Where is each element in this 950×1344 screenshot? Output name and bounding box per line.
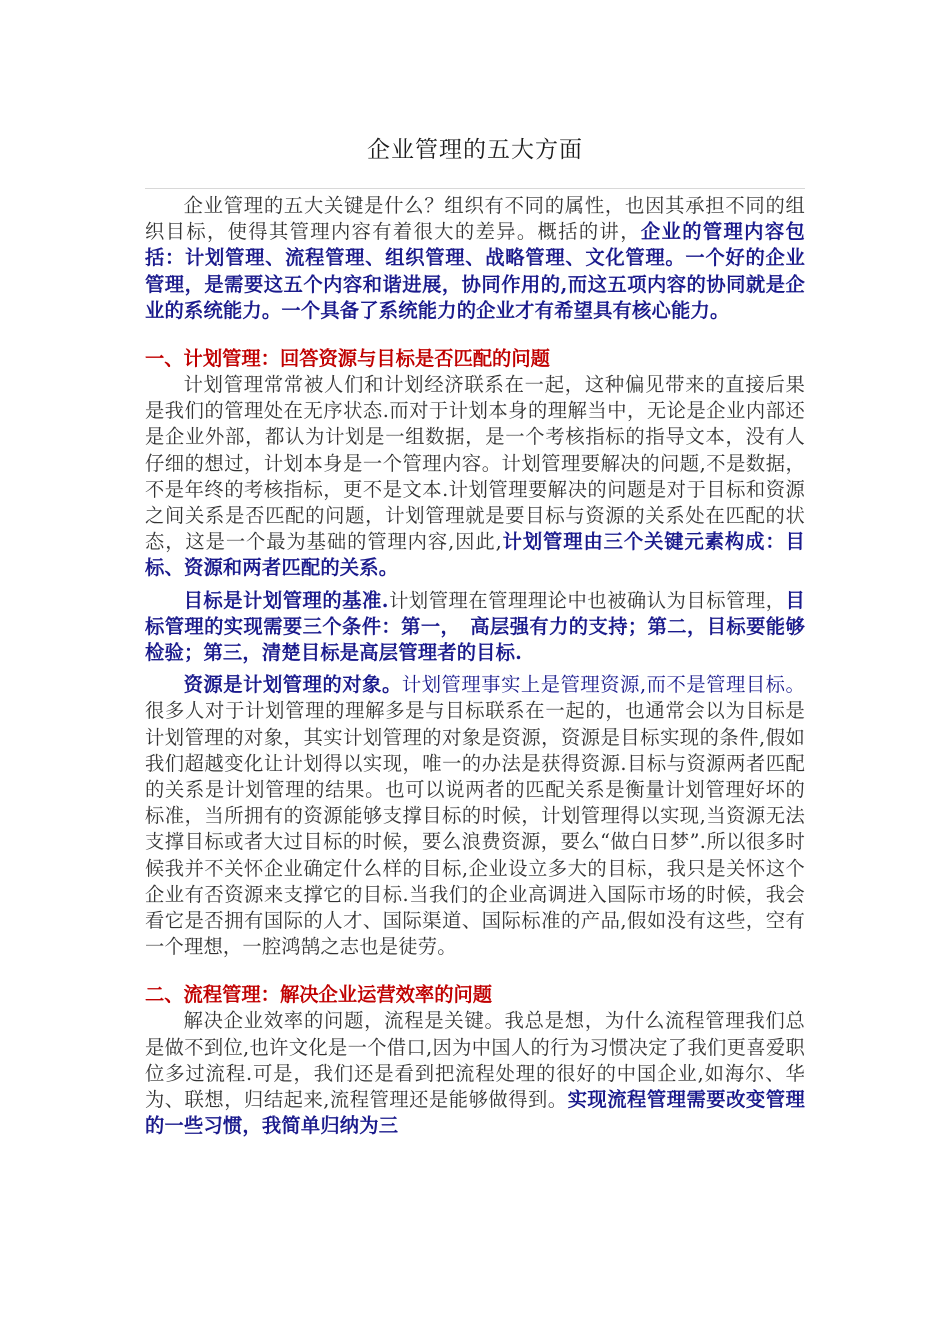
document-page: [145, 130, 805, 1140]
section1-paragraph-2: [145, 588, 805, 667]
intro-text: 企业管理的五大关键是什么？组织有不同的属性，也因其承担不同的组织目标，使得其管理内容有着很大的差异。概括的讲，: [145, 194, 805, 244]
section1-heading: 一、计划管理：回答资源与目标是否匹配的问题: [145, 347, 550, 371]
section2-p1-text: 解决企业效率的问题，流程是关键。我总是想，为什么流程管理我们总是做不到位,也许文化是一个借口,因为中国人的行为习惯决定了我们更喜爱职位多过流程.可是，我们还是看到把流程处理的很好的中国企业,如海尔、华为、联想，归结起来,流程管理还是能够做得到。: [145, 1009, 805, 1112]
intro-paragraph: [145, 193, 805, 324]
section2-heading: 二、流程管理：解决企业运营效率的问题: [145, 983, 493, 1007]
section1-p2-bold-b: 目标管理的实现需要三个条件：第一， 高层强有力的支持；第二，目标要能够检验；第三，清楚目标是高层管理者的目标.: [145, 588, 805, 665]
section1-p3-navy: 计划管理事实上是管理资源,而不是管理目标。: [401, 673, 806, 697]
page-title: 企业管理的五大方面: [367, 137, 583, 163]
section1-p1-bold: 计划管理由三个关键元素构成：目标、资源和两者匹配的关系。: [145, 530, 806, 580]
section1-p3-text: 很多人对于计划管理的理解多是与目标联系在一起的，也通常会以为目标是计划管理的对象，其实计划管理的对象是资源，资源是目标实现的条件,假如我们超越变化让计划得以实现，唯一的办法是获得资源.目标与资源两者匹配的关系是计划管理的结果。也可以说两者的匹配关系是衡量计划管理好坏的标准，当所拥有的资源能够支撑目标的时候，计划管理得以实现,当资源无法支撑目标或者大过目标的时候，要么浪费资源，要么“做白日梦”.所以很多时候我并不关怀企业确定什么样的目标,企业设立多大的目标，我只是关怀这个企业有否资源来支撑它的目标.当我们的企业高调进入国际市场的时候，我会看它是否拥有国际的人才、国际渠道、国际标准的产品,假如没有这些，空有一个理想，一腔鸿鹄之志也是徒劳。: [145, 699, 805, 959]
section2-paragraph-1: [145, 1008, 805, 1139]
section1-paragraph-3: [145, 672, 805, 960]
section1-paragraph-1: [145, 372, 805, 582]
title-divider: [145, 188, 805, 189]
section1-p3-bold: 资源是计划管理的对象。: [183, 673, 402, 697]
section1-p2-bold-a: 目标是计划管理的基准.: [183, 588, 389, 612]
intro-bold-text: 企业的管理内容包括：计划管理、流程管理、组织管理、战略管理、文化管理。一个好的企业管理，是需要这五个内容和谐进展，协同作用的,而这五项内容的协同就是企业的系统能力。一个具备了系统能力的企业才有希望具有核心能力。: [145, 220, 805, 322]
section1-p1-text: 计划管理常常被人们和计划经济联系在一起，这种偏见带来的直接后果是我们的管理处在无序状态.而对于计划本身的理解当中，无论是企业内部还是企业外部，都认为计划是一组数据，是一个考核指标的指导文本，没有人仔细的想过，计划本身是一个管理内容。计划管理要解决的问题,不是数据，不是年终的考核指标，更不是文本.计划管理要解决的问题是对于目标和资源之间关系是否匹配的问题，计划管理就是要目标与资源的关系处在匹配的状态，这是一个最为基础的管理内容,因此,: [145, 373, 805, 554]
section1-p2-text: 计划管理在管理理论中也被确认为目标管理，: [388, 588, 786, 612]
section2-p1-bold: 实现流程管理需要改变管理的一些习惯，我简单归纳为三: [145, 1088, 805, 1138]
